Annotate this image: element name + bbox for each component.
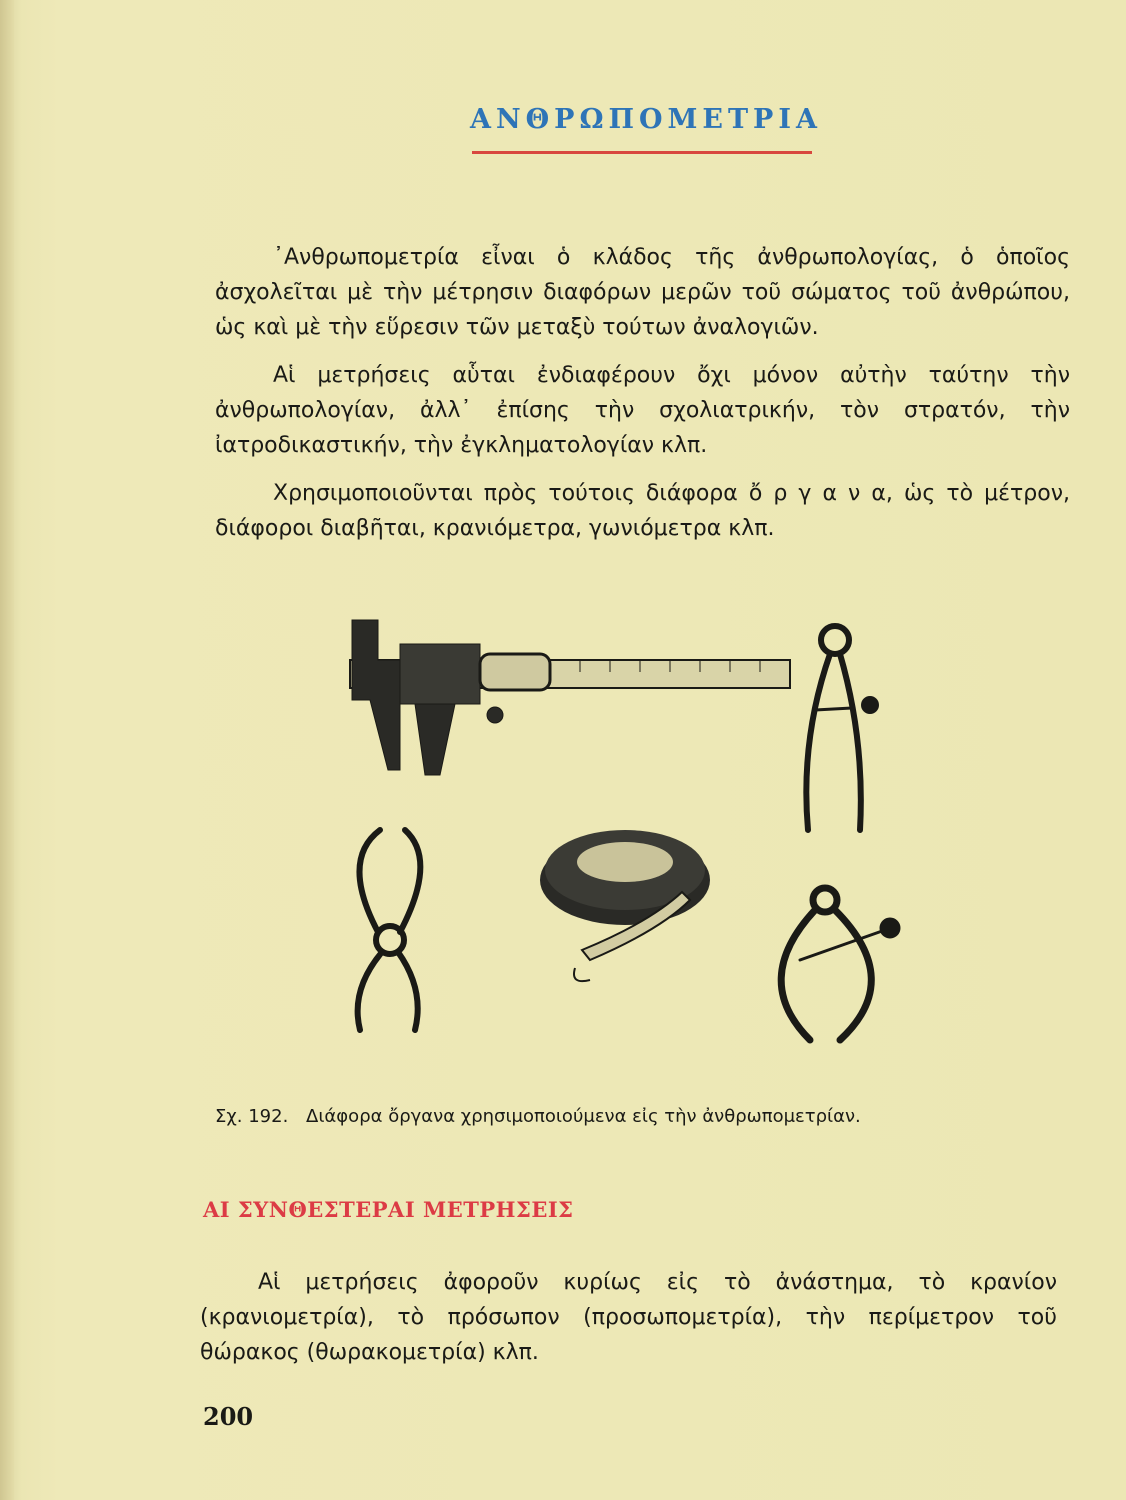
paragraph-uses: Αἱ μετρήσεις αὗται ἐνδιαφέρουν ὄχι μόνον αὐτὴν ταύτην τὴν ἀνθρωπολογίαν, ἀλλ᾿ ἐπίσης τὴν σχολιατρικήν, τὸν στρατόν, τὴν ἰατροδικαστικήν, τὴν ἐγκληματολογίαν κλπ. — [215, 363, 1070, 458]
outside-caliper-icon — [358, 830, 421, 1030]
instruments-figure — [330, 600, 1090, 1070]
page-spine-edge — [0, 0, 14, 1500]
paragraph-measurements: Αἱ μετρήσεις ἀφοροῦν κυρίως εἰς τὸ ἀνάστημα, τὸ κρανίον (κρανιομετρία), τὸ πρόσωπον (προσωπομετρία), τὴν περίμετρον τοῦ θώρακος (θωρακομετρία) κλπ. — [200, 1270, 1057, 1365]
tape-measure-icon — [540, 830, 710, 981]
instruments-illustration — [330, 600, 1090, 1070]
spring-caliper-icon — [806, 626, 876, 830]
large-caliper-icon — [781, 888, 897, 1040]
page-title: ΑΝΘΡΩΠΟΜΕΤΡΙΑ — [470, 104, 822, 135]
page-number: 200 — [203, 1402, 254, 1431]
section-heading: ΑΙ ΣΥΝΘΕΣΤΕΡΑΙ ΜΕΤΡΗΣΕΙΣ — [203, 1197, 574, 1222]
title-underline — [472, 151, 812, 154]
figure-caption — [215, 1106, 1075, 1127]
figure-caption-text: Διάφορα ὄργανα χρησιμοποιούμενα εἰς τὴν ἀνθρωπομετρίαν. — [306, 1106, 861, 1127]
sliding-caliper-icon — [350, 620, 790, 775]
paragraph-definition: ᾿Ανθρωπομετρία εἶναι ὁ κλάδος τῆς ἀνθρωπολογίας, ὁ ὁποῖος ἀσχολεῖται μὲ τὴν μέτρησιν διαφόρων μερῶν τοῦ σώματος τοῦ ἀνθρώπου, ὡς καὶ μὲ τὴν εὕρεσιν τῶν μεταξὺ τούτων ἀναλογιῶν. — [215, 245, 1070, 340]
figure-number: Σχ. 192. — [215, 1106, 289, 1127]
paragraph-instruments: Χρησιμοποιοῦνται πρὸς τούτοις διάφορα ὄ ρ γ α ν α, ὡς τὸ μέτρον, διάφοροι διαβῆται, κρανιόμετρα, γωνιόμετρα κλπ. — [215, 481, 1070, 541]
